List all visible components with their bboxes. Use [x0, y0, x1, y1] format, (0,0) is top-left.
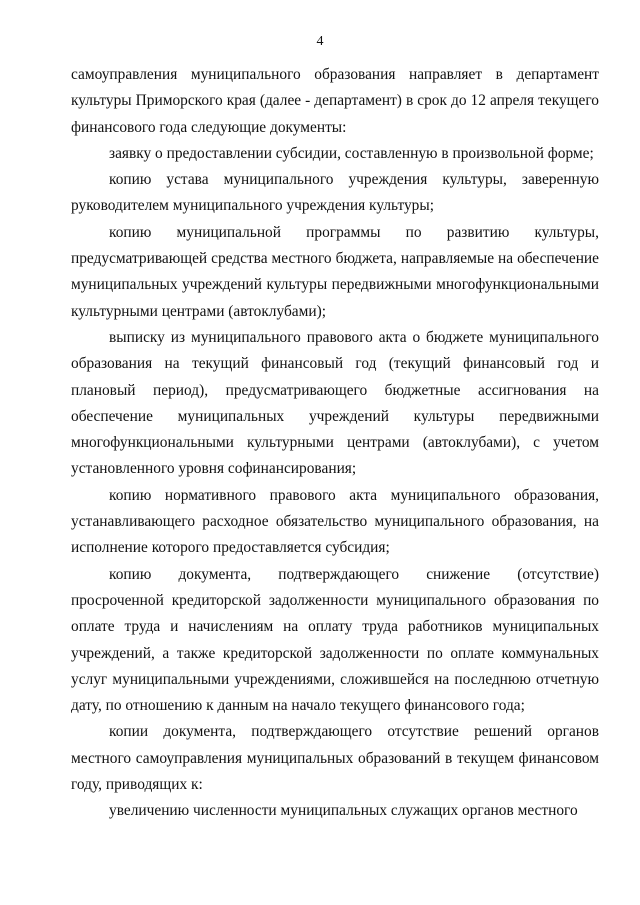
paragraph-debt-document-copy: копию документа, подтверждающего снижение (отсутствие) просроченной кредиторской задолженности муниципального образования по оплате труда и начислениям на оплату труда работников муниципальных учреждений, а также кредиторской задолженности по оплате коммунальных услуг муниципальными учреждениями, сложившейся на последнюю отчетную дату, по отношению к данным на начало текущего финансового года;	[71, 565, 599, 715]
document-body	[71, 62, 599, 825]
paragraph-budget-extract: выписку из муниципального правового акта о бюджете муниципального образования на текущий финансовый год (текущий финансовый год и плановый период), предусматривающего бюджетные ассигнования на обеспечение муниципальных учреждений культуры передвижными многофункциональными культурными центрами (автоклубами), с учетом установленного уровня софинансирования;	[71, 328, 599, 478]
paragraph-staff-increase: увеличению численности муниципальных служащих органов местного	[109, 802, 578, 820]
paragraph-charter-copy: копию устава муниципального учреждения культуры, заверенную руководителем муниципального учреждения культуры;	[71, 171, 599, 215]
paragraph-application-request: заявку о предоставлении субсидии, составленную в произвольной форме;	[109, 144, 594, 162]
page-number: 4	[316, 34, 324, 49]
paragraph-intro-continuation: самоуправления муниципального образования направляет в департамент культуры Приморского края (далее - департамент) в срок до 12 апреля текущего финансового года следующие документы:	[71, 66, 599, 136]
paragraph-normative-act-copy: копию нормативного правового акта муниципального образования, устанавливающего расходное обязательство муниципального образования, на исполнение которого предоставляется субсидия;	[71, 486, 599, 557]
paragraph-decisions-document-copy: копии документа, подтверждающего отсутствие решений органов местного самоуправления муниципальных образований в текущем финансовом году, приводящих к:	[71, 723, 599, 794]
paragraph-program-copy: копию муниципальной программы по развитию культуры, предусматривающей средства местного бюджета, направляемые на обеспечение муниципальных учреждений культуры передвижными многофункциональными культурными центрами (автоклубами);	[71, 223, 599, 320]
